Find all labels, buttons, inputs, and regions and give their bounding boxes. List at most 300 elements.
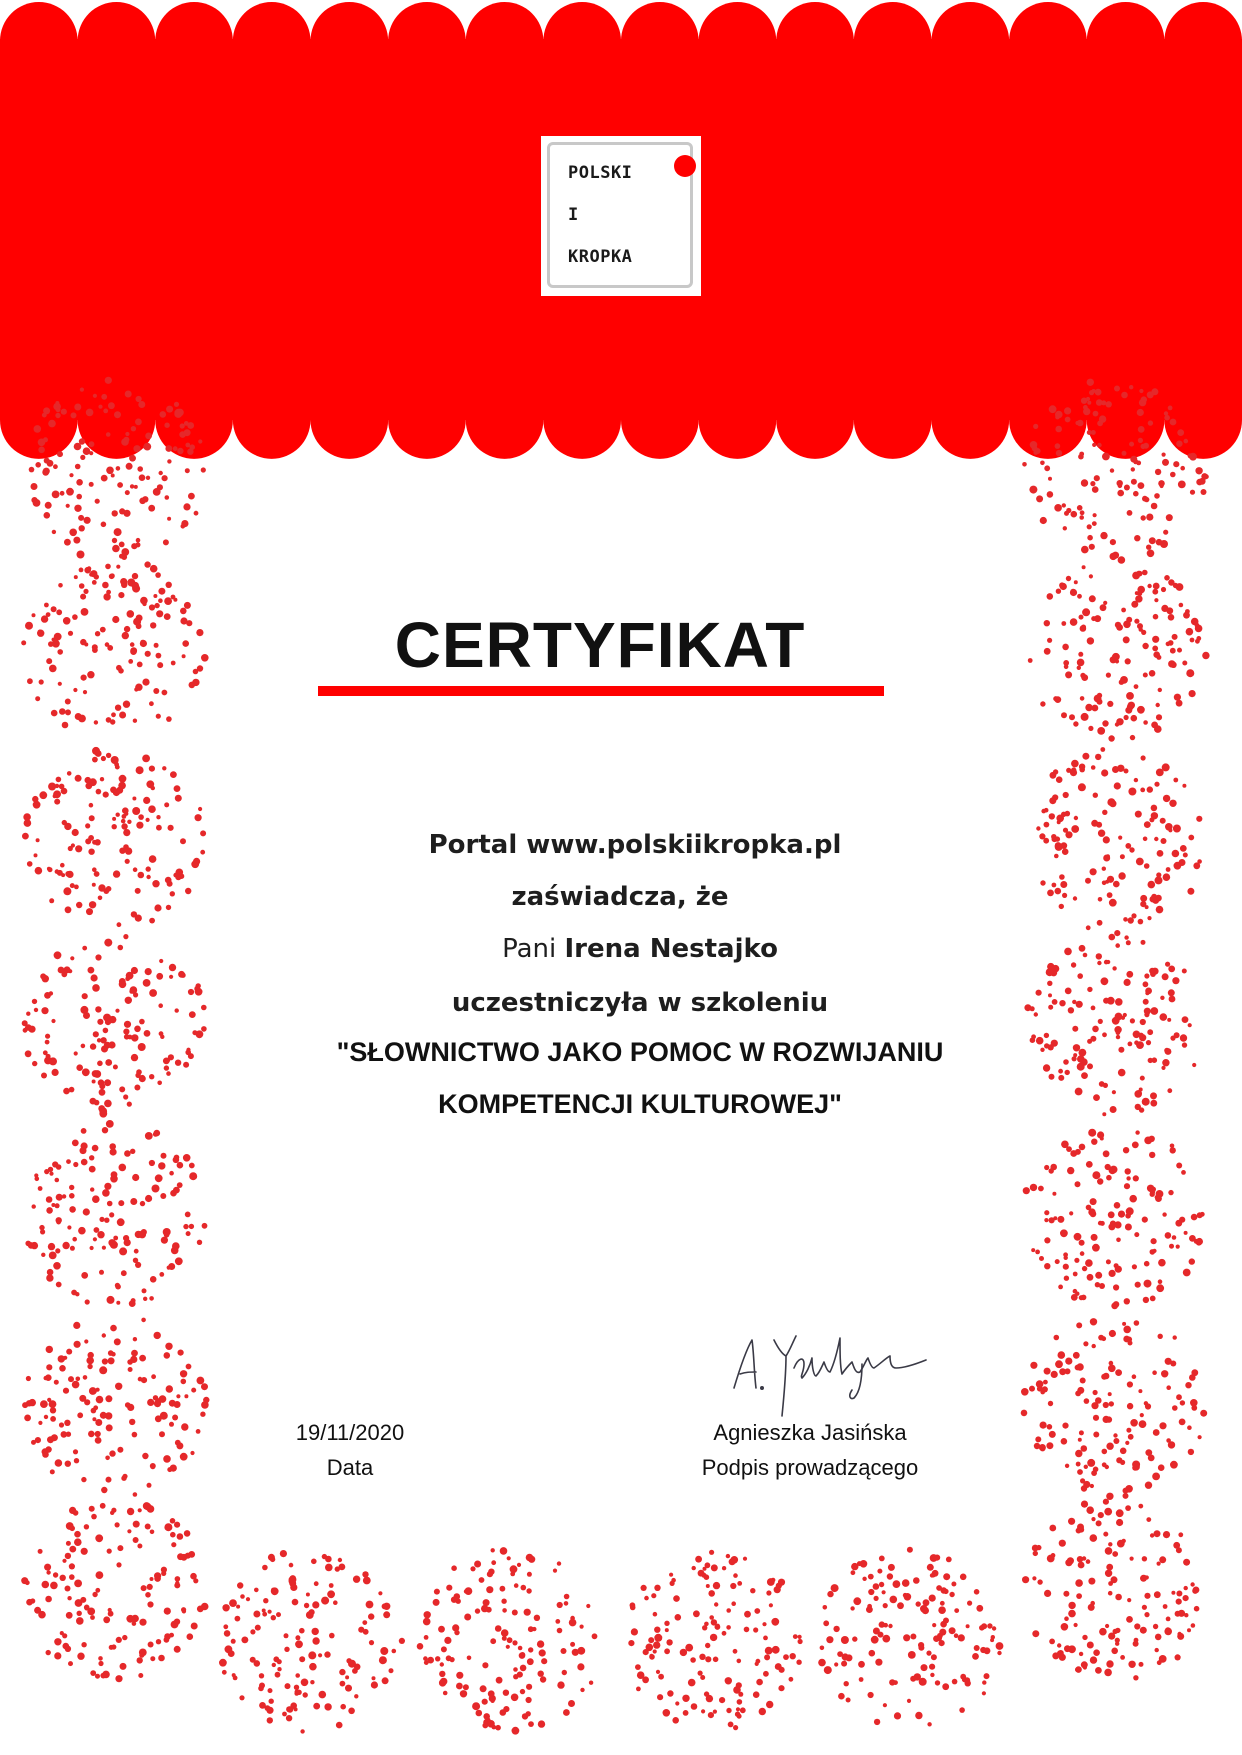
border-dot	[1033, 424, 1038, 429]
border-dot	[1115, 1369, 1122, 1376]
border-dot	[174, 402, 179, 407]
border-dot	[1184, 1586, 1188, 1590]
border-dot	[147, 1584, 153, 1590]
border-dot	[1176, 1591, 1182, 1597]
border-dot	[1149, 537, 1156, 544]
border-dot	[691, 1703, 698, 1710]
border-dot	[902, 1579, 910, 1587]
border-dot	[77, 551, 85, 559]
border-dot	[1069, 1211, 1073, 1215]
border-dot	[1108, 735, 1114, 741]
border-dot	[1066, 1146, 1072, 1152]
border-dot	[520, 1665, 527, 1672]
border-dot	[1103, 1532, 1108, 1537]
border-dot	[733, 1725, 738, 1730]
border-dot	[67, 771, 72, 776]
border-dot	[1036, 495, 1043, 502]
border-dot	[114, 528, 122, 536]
border-dot	[149, 855, 157, 863]
border-dot	[1184, 439, 1189, 444]
border-dot	[53, 464, 58, 469]
border-dot	[76, 1617, 84, 1625]
border-dot	[89, 803, 94, 808]
border-dot	[128, 1367, 133, 1372]
border-dot	[158, 588, 165, 595]
border-dot	[127, 820, 131, 824]
border-dot	[46, 1207, 53, 1214]
border-dot	[520, 1689, 525, 1694]
border-dot	[423, 1618, 431, 1626]
border-dot	[1169, 800, 1176, 807]
border-dot	[1164, 411, 1168, 415]
border-dot	[541, 1658, 547, 1664]
border-dot	[284, 1647, 289, 1652]
border-dot	[125, 997, 132, 1004]
border-dot	[1109, 1270, 1116, 1277]
border-dot	[164, 613, 171, 620]
border-dot	[1117, 490, 1124, 497]
border-dot	[125, 432, 129, 436]
border-dot	[133, 1258, 138, 1263]
border-dot	[958, 1634, 965, 1641]
border-dot	[1123, 1013, 1127, 1017]
border-dot	[38, 1611, 46, 1619]
border-dot	[1098, 1512, 1104, 1518]
border-dot	[974, 1645, 980, 1651]
border-dot	[187, 1633, 194, 1640]
border-dot	[362, 1571, 368, 1577]
border-dot	[1134, 535, 1140, 541]
border-dot	[189, 1224, 194, 1229]
border-dot	[512, 1640, 517, 1645]
border-dot	[132, 807, 140, 815]
border-dot	[392, 1649, 397, 1654]
border-dot	[1040, 1048, 1044, 1052]
border-dot	[1187, 1628, 1191, 1632]
border-dot	[259, 1673, 264, 1678]
border-dot	[1166, 1617, 1171, 1622]
border-dot	[823, 1620, 829, 1626]
title-underline	[318, 686, 884, 696]
border-dot	[329, 1633, 335, 1639]
border-dot	[1163, 873, 1171, 881]
border-dot	[1125, 1168, 1131, 1174]
border-dot	[137, 662, 143, 668]
border-dot	[85, 823, 90, 828]
border-dot	[81, 1128, 87, 1134]
border-dot	[363, 1629, 369, 1635]
border-dot	[1055, 415, 1060, 420]
date-value: 19/11/2020	[295, 1420, 405, 1445]
border-dot	[292, 1599, 299, 1606]
border-dot	[92, 1080, 96, 1084]
border-dot	[675, 1614, 682, 1621]
border-dot	[78, 715, 86, 723]
border-dot	[74, 1531, 81, 1538]
border-dot	[177, 1182, 183, 1188]
border-dot	[708, 1712, 714, 1718]
border-dot	[1190, 638, 1195, 643]
border-dot	[1086, 1161, 1093, 1168]
border-dot	[1089, 595, 1096, 602]
border-dot	[101, 394, 107, 400]
border-dot	[1062, 893, 1067, 898]
border-dot	[295, 1635, 300, 1640]
border-dot	[1046, 1442, 1053, 1449]
border-dot	[84, 567, 91, 574]
border-dot	[914, 1673, 921, 1680]
border-dot	[1080, 1251, 1085, 1256]
border-dot	[1170, 648, 1176, 654]
border-dot	[1048, 477, 1052, 481]
border-dot	[69, 529, 77, 537]
border-dot	[744, 1627, 750, 1633]
border-dot	[690, 1657, 696, 1663]
border-dot	[89, 901, 96, 908]
border-dot	[101, 522, 107, 528]
border-dot	[155, 1174, 163, 1182]
border-dot	[1158, 1279, 1163, 1284]
border-dot	[1047, 1424, 1053, 1430]
border-dot	[1143, 999, 1149, 1005]
border-dot	[1182, 969, 1187, 974]
border-dot	[200, 1412, 205, 1417]
border-dot	[526, 1554, 534, 1562]
border-dot	[1035, 1436, 1041, 1442]
border-dot	[1103, 1373, 1110, 1380]
border-dot	[116, 1301, 120, 1305]
border-dot	[138, 401, 145, 408]
border-dot	[1090, 1318, 1097, 1325]
border-dot	[62, 1242, 69, 1249]
border-dot	[657, 1694, 663, 1700]
border-dot	[1143, 981, 1149, 987]
border-dot	[726, 1554, 730, 1558]
border-dot	[65, 699, 71, 705]
border-dot	[1063, 1252, 1068, 1257]
border-dot	[846, 1654, 853, 1661]
border-dot	[122, 632, 129, 639]
border-dot	[47, 1436, 54, 1443]
border-dot	[100, 1037, 106, 1043]
border-dot	[300, 1729, 304, 1733]
border-dot	[56, 1194, 63, 1201]
border-dot	[1044, 620, 1050, 626]
border-dot	[197, 1240, 202, 1245]
border-dot	[1065, 1559, 1072, 1566]
border-dot	[564, 1594, 570, 1600]
border-dot	[1093, 793, 1098, 798]
border-dot	[1144, 973, 1149, 978]
border-dot	[568, 1700, 575, 1707]
border-dot	[107, 1201, 113, 1207]
border-dot	[128, 659, 133, 664]
border-dot	[964, 1677, 970, 1683]
border-dot	[50, 1582, 58, 1590]
border-dot	[1124, 1183, 1130, 1189]
border-dot	[1170, 1036, 1175, 1041]
border-dot	[1064, 1645, 1071, 1652]
border-dot	[754, 1608, 760, 1614]
border-dot	[188, 1551, 195, 1558]
border-dot	[108, 1608, 112, 1612]
border-dot	[756, 1659, 761, 1664]
border-dot	[521, 1585, 527, 1591]
border-dot	[1154, 1591, 1161, 1598]
border-dot	[92, 984, 100, 992]
border-dot	[1103, 1083, 1108, 1088]
border-dot	[76, 1377, 81, 1382]
border-dot	[54, 1638, 61, 1645]
border-dot	[1108, 1223, 1115, 1230]
border-dot	[162, 766, 166, 770]
border-dot	[32, 613, 36, 617]
border-dot	[100, 1673, 106, 1679]
border-dot	[1175, 1611, 1181, 1617]
border-dot	[1075, 1088, 1083, 1096]
border-dot	[135, 446, 140, 451]
border-dot	[164, 423, 169, 428]
border-dot	[121, 819, 126, 824]
border-dot	[1110, 656, 1117, 663]
border-dot	[1065, 831, 1072, 838]
border-dot	[1106, 1564, 1113, 1571]
border-dot	[502, 1608, 507, 1613]
border-dot	[158, 1655, 165, 1662]
border-dot	[73, 1449, 78, 1454]
border-dot	[1113, 1629, 1118, 1634]
border-dot	[56, 609, 62, 615]
border-dot	[1141, 755, 1146, 760]
border-dot	[60, 1575, 66, 1581]
border-dot	[130, 648, 137, 655]
border-dot	[706, 1584, 710, 1588]
border-dot	[1168, 989, 1175, 996]
border-dot	[1044, 1263, 1050, 1269]
border-dot	[28, 1026, 35, 1033]
border-dot	[142, 1288, 147, 1293]
border-dot	[1096, 399, 1103, 406]
border-dot	[1189, 1258, 1195, 1264]
border-dot	[90, 1615, 95, 1620]
border-dot	[103, 1028, 109, 1034]
border-dot	[304, 1603, 309, 1608]
border-dot	[101, 1487, 107, 1493]
border-dot	[153, 594, 157, 598]
border-dot	[1028, 658, 1033, 663]
border-dot	[692, 1566, 696, 1570]
border-dot	[229, 1599, 237, 1607]
border-dot	[99, 1366, 107, 1374]
border-dot	[45, 1596, 52, 1603]
border-dot	[156, 610, 163, 617]
border-dot	[81, 1044, 86, 1049]
border-dot	[93, 1237, 97, 1241]
border-dot	[1118, 1211, 1125, 1218]
border-dot	[157, 1081, 162, 1086]
border-dot	[534, 1615, 540, 1621]
border-dot	[169, 964, 176, 971]
border-dot	[151, 1374, 156, 1379]
border-dot	[295, 1640, 303, 1648]
border-dot	[73, 1322, 80, 1329]
border-dot	[1087, 1063, 1093, 1069]
border-dot	[1137, 706, 1145, 714]
border-dot	[1172, 850, 1180, 858]
border-dot	[106, 717, 112, 723]
border-dot	[108, 1041, 115, 1048]
border-dot	[1071, 962, 1076, 967]
border-dot	[123, 1094, 128, 1099]
border-dot	[127, 1359, 133, 1365]
border-dot	[789, 1677, 794, 1682]
border-dot	[253, 1611, 260, 1618]
border-dot	[132, 797, 136, 801]
border-dot	[1091, 1139, 1097, 1145]
border-dot	[87, 671, 94, 678]
border-dot	[512, 1610, 518, 1616]
border-dot	[124, 1150, 131, 1157]
border-dot	[1061, 712, 1067, 718]
border-dot	[22, 1020, 28, 1026]
border-dot	[1131, 467, 1135, 471]
border-dot	[368, 1613, 374, 1619]
border-dot	[859, 1677, 864, 1682]
border-dot	[491, 1548, 495, 1552]
border-dot	[201, 1401, 209, 1409]
border-dot	[99, 1110, 107, 1118]
border-dot	[818, 1659, 826, 1667]
border-dot	[1102, 1112, 1106, 1116]
border-dot	[1063, 1591, 1069, 1597]
border-dot	[482, 1723, 488, 1729]
border-dot	[98, 405, 102, 409]
border-dot	[53, 1572, 58, 1577]
border-dot	[56, 1164, 62, 1170]
border-dot	[934, 1555, 940, 1561]
border-dot	[86, 908, 93, 915]
border-dot	[903, 1593, 908, 1598]
border-dot	[653, 1612, 658, 1617]
border-dot	[1081, 1445, 1088, 1452]
border-dot	[1102, 810, 1107, 815]
border-dot	[46, 1274, 53, 1281]
border-dot	[456, 1599, 461, 1604]
border-dot	[59, 1422, 64, 1427]
border-dot	[771, 1618, 779, 1626]
border-dot	[882, 1635, 890, 1643]
border-dot	[730, 1583, 736, 1589]
border-dot	[1063, 792, 1069, 798]
border-dot	[1044, 648, 1051, 655]
border-dot	[1112, 1090, 1116, 1094]
border-dot	[1096, 822, 1102, 828]
border-dot	[1075, 1181, 1081, 1187]
border-dot	[166, 905, 171, 910]
border-dot	[1137, 586, 1145, 594]
border-dot	[75, 1599, 83, 1607]
border-dot	[1077, 1469, 1083, 1475]
border-dot	[138, 1043, 146, 1051]
border-dot	[66, 504, 70, 508]
border-dot	[501, 1629, 509, 1637]
border-dot	[1134, 1232, 1139, 1237]
border-dot	[1150, 1007, 1158, 1015]
border-dot	[255, 1625, 261, 1631]
border-dot	[1150, 1249, 1156, 1255]
border-dot	[314, 1581, 319, 1586]
border-dot	[223, 1624, 228, 1629]
border-dot	[90, 1246, 94, 1250]
border-dot	[145, 651, 151, 657]
border-dot	[52, 638, 56, 642]
border-dot	[159, 1431, 165, 1437]
border-dot	[479, 1577, 485, 1583]
border-dot	[108, 1357, 115, 1364]
border-dot	[1134, 1638, 1139, 1643]
border-dot	[92, 1145, 99, 1152]
border-dot	[95, 954, 101, 960]
border-dot	[1160, 818, 1166, 824]
border-dot	[139, 474, 146, 481]
border-dot	[158, 1003, 163, 1008]
border-dot	[123, 1029, 129, 1035]
border-dot	[783, 1654, 789, 1660]
border-dot	[202, 1223, 208, 1229]
border-dot	[1103, 1402, 1109, 1408]
border-dot	[186, 1048, 190, 1052]
border-dot	[1144, 1012, 1149, 1017]
border-dot	[703, 1567, 707, 1571]
border-dot	[136, 822, 143, 829]
border-dot	[303, 1692, 308, 1697]
border-dot	[1102, 1462, 1107, 1467]
border-dot	[495, 1625, 502, 1632]
border-dot	[1153, 583, 1160, 590]
border-dot	[831, 1584, 839, 1592]
border-dot	[1139, 389, 1143, 393]
border-dot	[1074, 1623, 1078, 1627]
border-dot	[858, 1661, 865, 1668]
border-dot	[366, 1601, 374, 1609]
border-dot	[1074, 1258, 1079, 1263]
border-dot	[1021, 1410, 1028, 1417]
border-dot	[1092, 521, 1097, 526]
border-dot	[883, 1623, 888, 1628]
border-dot	[851, 1570, 856, 1575]
border-dot	[1102, 881, 1107, 886]
border-dot	[1094, 475, 1100, 481]
border-dot	[35, 462, 41, 468]
border-dot	[1179, 603, 1184, 608]
border-dot	[1103, 601, 1107, 605]
border-dot	[154, 603, 159, 608]
border-dot	[268, 1610, 272, 1614]
border-dot	[41, 615, 48, 622]
border-dot	[1156, 1284, 1164, 1292]
border-dot	[1116, 718, 1123, 725]
logo-text-i: I	[568, 205, 579, 225]
border-dot	[1107, 892, 1113, 898]
border-dot	[1073, 896, 1077, 900]
border-dot	[152, 1185, 160, 1193]
border-dot	[767, 1578, 775, 1586]
border-dot	[201, 1603, 209, 1611]
border-dot	[1055, 1259, 1060, 1264]
border-dot	[417, 1643, 424, 1650]
border-dot	[1090, 1198, 1097, 1205]
border-dot	[121, 438, 129, 446]
